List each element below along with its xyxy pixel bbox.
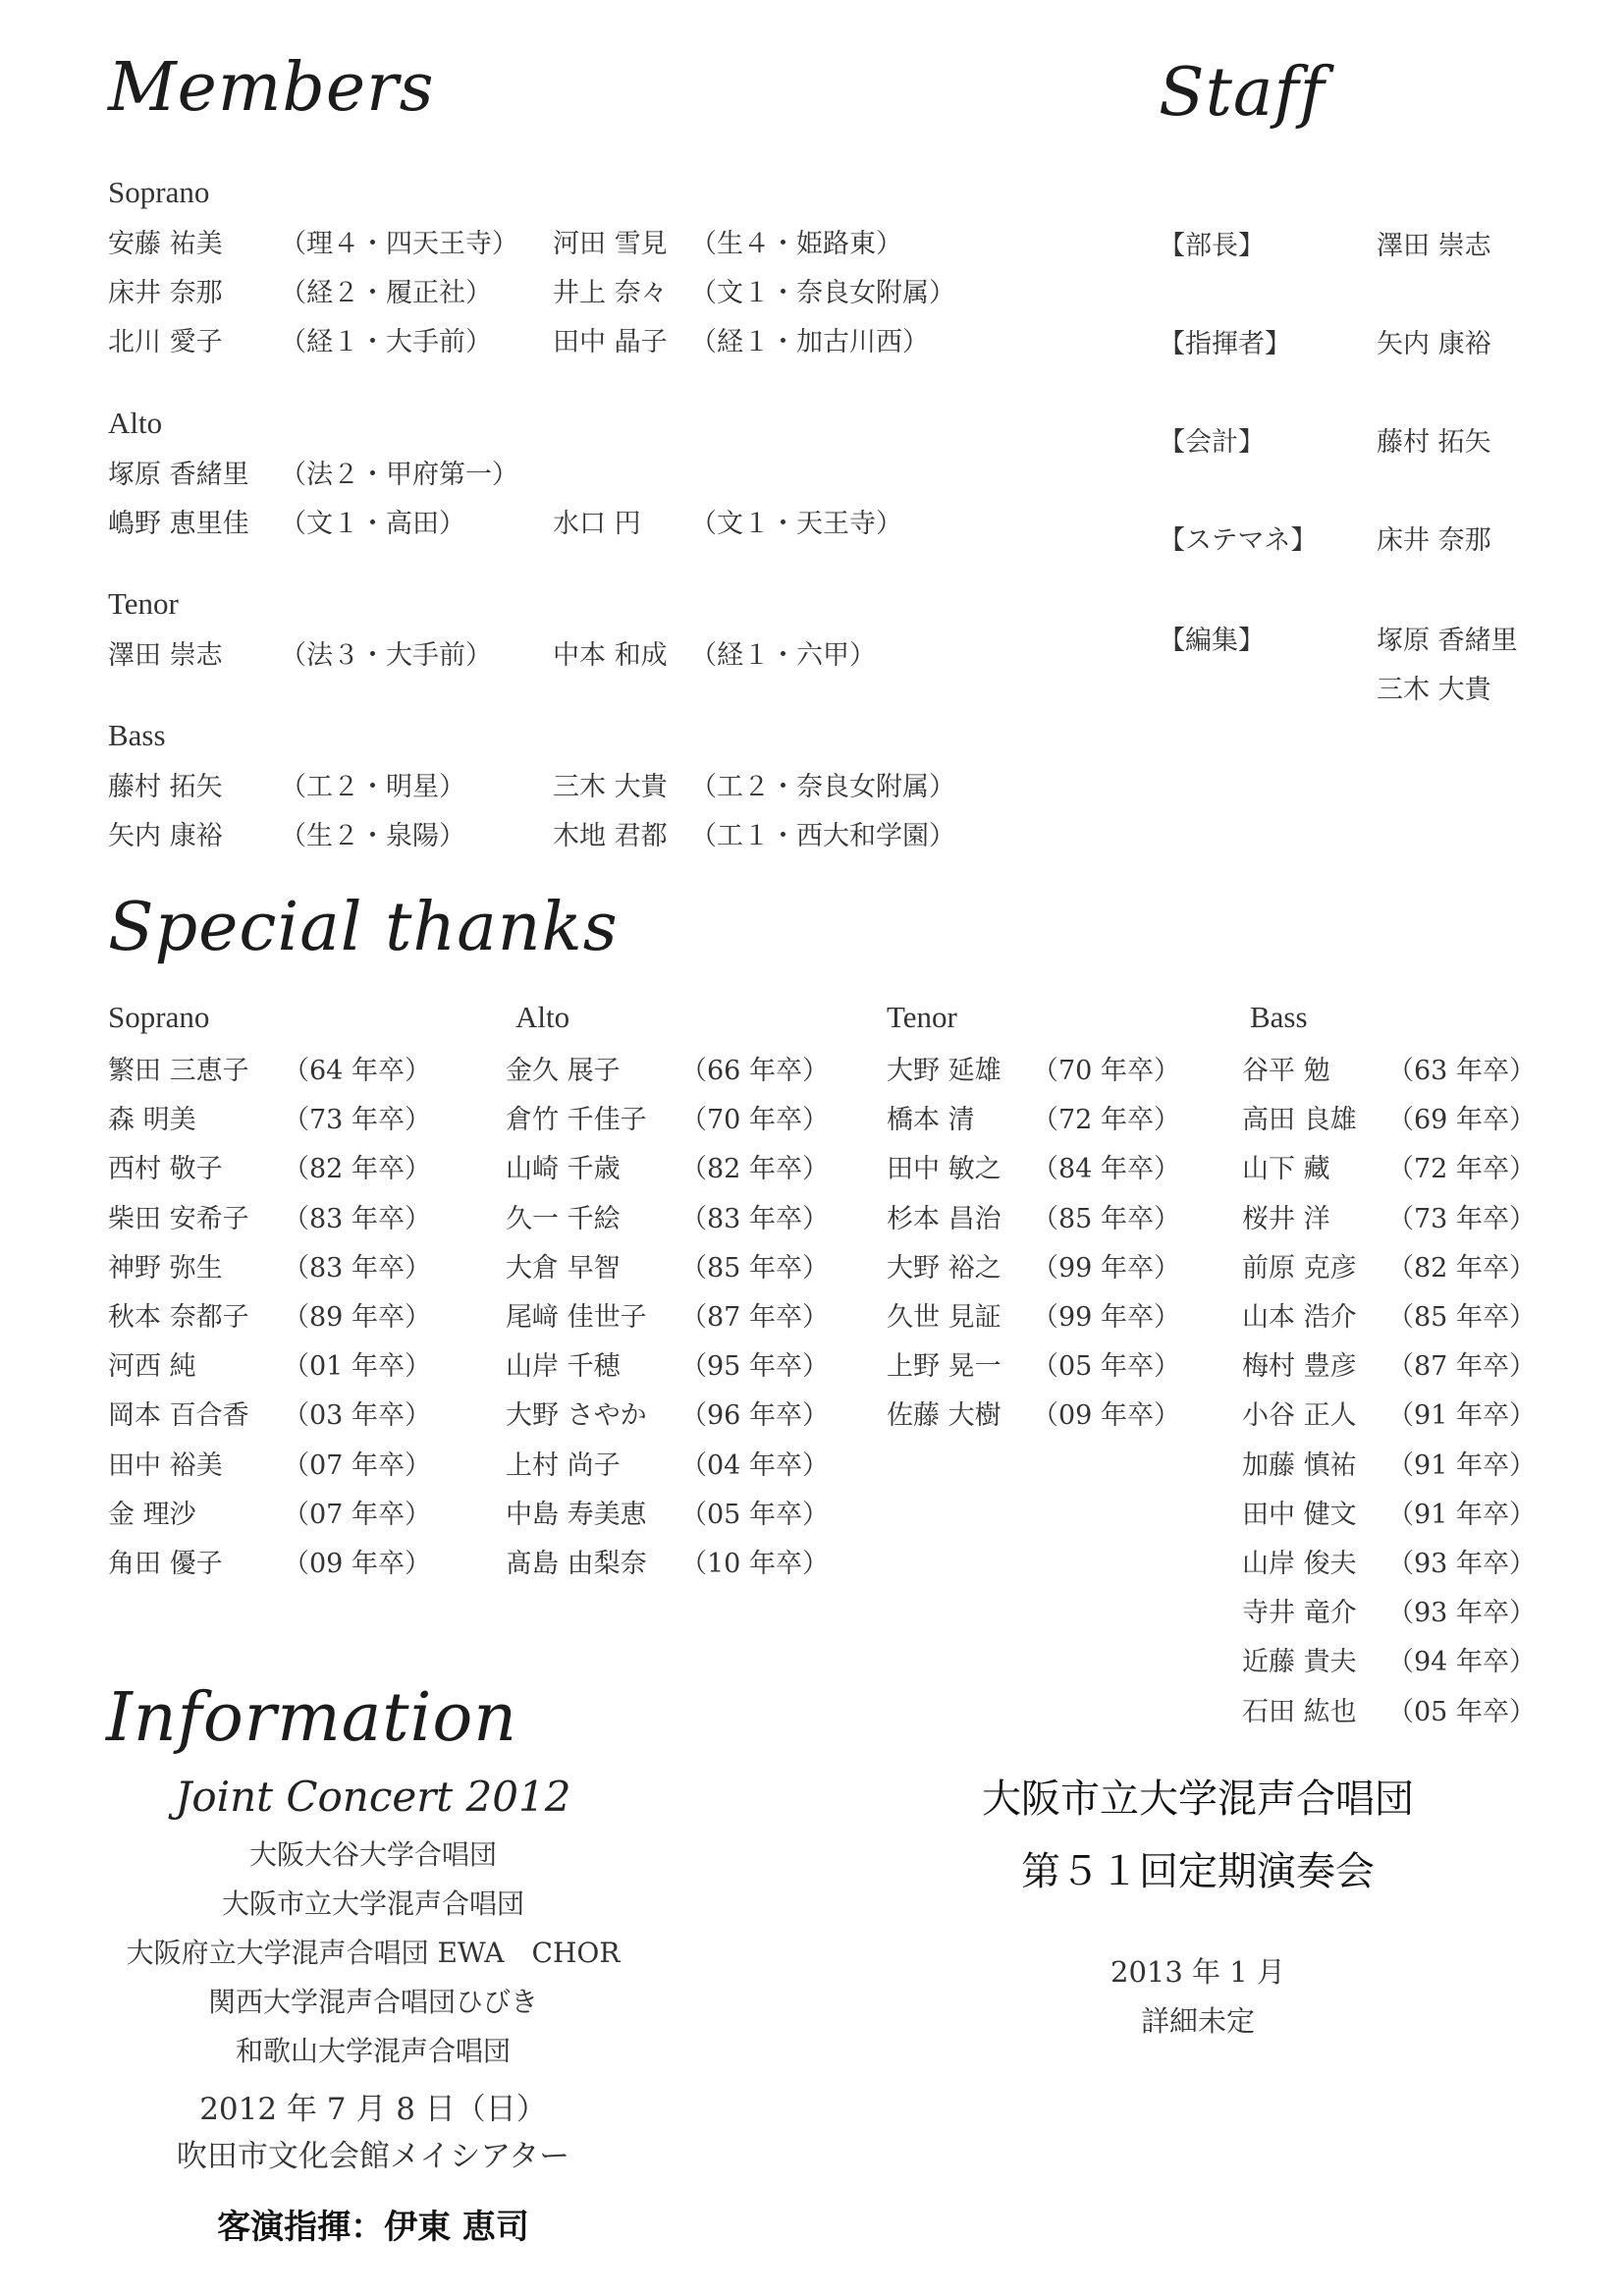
- thanks-name: 角田 優子: [108, 1549, 223, 1579]
- thanks-entry: [506, 1197, 829, 1235]
- thanks-name: 山下 藏: [1242, 1154, 1330, 1185]
- member-affiliation: （工２・奈良女附属）: [690, 772, 955, 802]
- thanks-name: 金 理沙: [108, 1499, 196, 1530]
- member-name: 塚原 香緒里: [108, 460, 249, 490]
- thanks-entry: [506, 1098, 829, 1136]
- thanks-year: （85 年卒）: [1387, 1302, 1536, 1333]
- joint-concert-block: [98, 1773, 648, 2248]
- staff-name: 藤村 拓矢: [1377, 427, 1491, 458]
- thanks-entry: [1242, 1542, 1536, 1580]
- member-name: 三木 大貴: [553, 772, 668, 802]
- thanks-year: （05 年卒）: [680, 1499, 829, 1530]
- thanks-year: （70 年卒）: [680, 1105, 829, 1136]
- thanks-year: （96 年卒）: [680, 1400, 829, 1432]
- voice-part-label: Bass: [108, 718, 166, 752]
- thanks-year: （66 年卒）: [680, 1056, 829, 1086]
- thanks-entry: [1242, 1394, 1536, 1432]
- regular-concert-block: [913, 1768, 1483, 2046]
- thanks-name: 高田 良雄: [1242, 1105, 1357, 1136]
- member-affiliation: （文１・奈良女附属）: [690, 278, 955, 308]
- thanks-name: 前原 克彦: [1242, 1252, 1357, 1284]
- member-affiliation: （経１・六甲）: [690, 640, 876, 671]
- joint-concert-title: Joint Concert 2012: [175, 1773, 571, 1821]
- member-affiliation: （文１・高田）: [280, 509, 465, 539]
- staff-role: 【編集】: [1159, 626, 1265, 656]
- thanks-entry: [1242, 1444, 1536, 1482]
- thanks-entry: [1242, 1591, 1536, 1629]
- staff-role: 【ステマネ】: [1159, 525, 1318, 556]
- thanks-voice-label: Soprano: [108, 1000, 210, 1034]
- thanks-year: （93 年卒）: [1387, 1549, 1536, 1579]
- thanks-entry: [108, 1542, 431, 1580]
- thanks-name: 岡本 百合香: [108, 1400, 249, 1432]
- thanks-entry: [1242, 1295, 1536, 1334]
- member-name: 田中 晶子: [553, 327, 668, 357]
- joint-choir-name: 大阪府立大学混声合唱団 EWA CHOR: [126, 1937, 621, 1969]
- thanks-name: 大野 延雄: [887, 1056, 1001, 1086]
- thanks-entry: [1242, 1640, 1536, 1678]
- thanks-year: （73 年卒）: [1387, 1203, 1536, 1234]
- thanks-name: 大野 さやか: [506, 1400, 647, 1432]
- thanks-name: 佐藤 大樹: [887, 1400, 1001, 1432]
- voice-part-label: Tenor: [108, 586, 179, 621]
- member-affiliation: （工１・西大和学園）: [690, 821, 955, 851]
- thanks-name: 橋本 清: [887, 1105, 975, 1136]
- thanks-entry: [108, 1049, 431, 1087]
- thanks-year: （64 年卒）: [283, 1056, 431, 1086]
- thanks-name: 大倉 早智: [506, 1252, 621, 1284]
- thanks-name: 田中 健文: [1242, 1499, 1357, 1530]
- information-heading: Information: [106, 1679, 518, 1757]
- thanks-year: （83 年卒）: [283, 1252, 431, 1284]
- thanks-name: 久世 見証: [887, 1302, 1001, 1333]
- thanks-year: （89 年卒）: [283, 1302, 431, 1333]
- thanks-voice-label: Bass: [1250, 1000, 1308, 1034]
- thanks-year: （93 年卒）: [1387, 1598, 1536, 1629]
- member-name: 嶋野 恵里佳: [108, 509, 249, 539]
- thanks-year: （95 年卒）: [680, 1351, 829, 1383]
- member-name: 水口 円: [553, 509, 641, 539]
- thanks-name: 森 明美: [108, 1105, 196, 1136]
- thanks-year: （82 年卒）: [283, 1154, 431, 1185]
- thanks-name: 柴田 安希子: [108, 1203, 249, 1234]
- thanks-entry: [506, 1444, 829, 1482]
- thanks-entry: [108, 1444, 431, 1482]
- thanks-year: （09 年卒）: [283, 1549, 431, 1579]
- thanks-name: 倉竹 千佳子: [506, 1105, 647, 1136]
- thanks-entry: [506, 1147, 829, 1185]
- member-affiliation: （経２・履正社）: [280, 278, 492, 308]
- thanks-year: （99 年卒）: [1032, 1252, 1180, 1284]
- thanks-year: （05 年卒）: [1032, 1351, 1180, 1383]
- thanks-name: 加藤 慎祐: [1242, 1449, 1357, 1481]
- thanks-name: 石田 紘也: [1242, 1696, 1357, 1727]
- thanks-entry: [1242, 1690, 1536, 1728]
- joint-choir-name: 関西大学混声合唱団ひびき: [207, 1986, 538, 2018]
- thanks-name: 田中 敏之: [887, 1154, 1001, 1185]
- thanks-name: 神野 弥生: [108, 1252, 223, 1284]
- member-name: 安藤 祐美: [108, 229, 223, 259]
- thanks-year: （01 年卒）: [283, 1351, 431, 1383]
- thanks-name: 上野 晃一: [887, 1351, 1001, 1383]
- thanks-name: 谷平 勉: [1242, 1056, 1330, 1086]
- special-thanks-heading: Special thanks: [108, 889, 619, 966]
- thanks-entry: [1242, 1246, 1536, 1285]
- member-affiliation: （経１・加古川西）: [690, 327, 929, 357]
- thanks-entry: [506, 1542, 829, 1580]
- thanks-year: （91 年卒）: [1387, 1400, 1536, 1432]
- thanks-name: 髙島 由梨奈: [506, 1549, 647, 1579]
- thanks-entry: [506, 1394, 829, 1432]
- voice-part-label: Alto: [108, 406, 163, 440]
- thanks-name: 杉本 昌治: [887, 1203, 1001, 1234]
- thanks-year: （82 年卒）: [680, 1154, 829, 1185]
- staff-heading: Staff: [1159, 54, 1326, 132]
- thanks-name: 金久 展子: [506, 1056, 621, 1086]
- thanks-year: （99 年卒）: [1032, 1302, 1180, 1333]
- thanks-year: （83 年卒）: [283, 1203, 431, 1234]
- joint-choir-name: 和歌山大学混声合唱団: [235, 2035, 511, 2067]
- thanks-year: （72 年卒）: [1387, 1154, 1536, 1185]
- member-name: 中本 和成: [553, 640, 668, 671]
- thanks-entry: [887, 1098, 1180, 1136]
- thanks-entry: [887, 1344, 1180, 1383]
- thanks-entry: [108, 1493, 431, 1531]
- thanks-year: （84 年卒）: [1032, 1154, 1180, 1185]
- thanks-name: 繁田 三恵子: [108, 1056, 249, 1086]
- thanks-year: （70 年卒）: [1032, 1056, 1180, 1086]
- thanks-name: 山岸 千穂: [506, 1351, 621, 1383]
- member-affiliation: （法３・大手前）: [280, 640, 492, 671]
- staff-name: 矢内 康裕: [1377, 329, 1491, 359]
- thanks-name: 山崎 千歳: [506, 1154, 621, 1185]
- thanks-year: （91 年卒）: [1387, 1449, 1536, 1481]
- staff-role: 【指揮者】: [1159, 329, 1291, 359]
- joint-concert-conductor: 客演指揮：伊東 恵司: [217, 2208, 529, 2247]
- thanks-entry: [108, 1394, 431, 1432]
- thanks-name: 桜井 洋: [1242, 1203, 1330, 1234]
- joint-concert-date: 2012 年 7 月 8 日（日）: [199, 2092, 547, 2127]
- member-affiliation: （法２・甲府第一）: [280, 460, 518, 490]
- staff-name: 三木 大貴: [1377, 675, 1491, 705]
- thanks-year: （07 年卒）: [283, 1499, 431, 1530]
- regular-concert-date: 2013 年 1 月: [1110, 1955, 1285, 1989]
- joint-choir-list: [98, 1831, 648, 2076]
- member-name: 河田 雪見: [553, 229, 668, 259]
- thanks-year: （03 年卒）: [283, 1400, 431, 1432]
- member-name: 木地 君都: [553, 821, 668, 851]
- member-name: 澤田 崇志: [108, 640, 223, 671]
- thanks-name: 中島 寿美恵: [506, 1499, 647, 1530]
- member-name: 藤村 拓矢: [108, 772, 223, 802]
- member-affiliation: （経１・大手前）: [280, 327, 492, 357]
- staff-name: 床井 奈那: [1377, 525, 1491, 556]
- staff-name: 澤田 崇志: [1377, 231, 1491, 261]
- thanks-year: （05 年卒）: [1387, 1696, 1536, 1727]
- member-name: 床井 奈那: [108, 278, 223, 308]
- thanks-year: （73 年卒）: [283, 1105, 431, 1136]
- thanks-name: 寺井 竜介: [1242, 1598, 1357, 1629]
- thanks-entry: [1242, 1493, 1536, 1531]
- thanks-name: 大野 裕之: [887, 1252, 1001, 1284]
- thanks-voice-label: Tenor: [887, 1000, 957, 1034]
- members-heading: Members: [108, 49, 435, 127]
- thanks-year: （72 年卒）: [1032, 1105, 1180, 1136]
- thanks-entry: [1242, 1049, 1536, 1087]
- thanks-entry: [506, 1344, 829, 1383]
- thanks-year: （87 年卒）: [1387, 1351, 1536, 1383]
- member-name: 矢内 康裕: [108, 821, 223, 851]
- member-affiliation: （理４・四天王寺）: [280, 229, 518, 259]
- thanks-entry: [506, 1049, 829, 1087]
- thanks-entry: [108, 1344, 431, 1383]
- thanks-year: （10 年卒）: [680, 1549, 829, 1579]
- thanks-year: （94 年卒）: [1387, 1647, 1536, 1678]
- thanks-name: 西村 敬子: [108, 1154, 223, 1185]
- joint-concert-venue: 吹田市文化会館メイシアター: [176, 2139, 570, 2174]
- thanks-year: （04 年卒）: [680, 1449, 829, 1481]
- joint-choir-name: 大阪市立大学混声合唱団: [221, 1887, 524, 1920]
- thanks-name: 河西 純: [108, 1351, 196, 1383]
- thanks-year: （82 年卒）: [1387, 1252, 1536, 1284]
- thanks-entry: [108, 1246, 431, 1285]
- regular-concert-note: 詳細未定: [1140, 2004, 1255, 2038]
- thanks-name: 山本 浩介: [1242, 1302, 1357, 1333]
- staff-role: 【会計】: [1159, 427, 1265, 458]
- thanks-entry: [887, 1295, 1180, 1334]
- thanks-entry: [108, 1098, 431, 1136]
- staff-role: 【部長】: [1159, 231, 1265, 261]
- member-affiliation: （文１・天王寺）: [690, 509, 902, 539]
- thanks-voice-label: Alto: [515, 1000, 570, 1034]
- thanks-name: 小谷 正人: [1242, 1400, 1357, 1432]
- voice-part-label: Soprano: [108, 175, 210, 209]
- thanks-entry: [108, 1147, 431, 1185]
- thanks-name: 近藤 貴夫: [1242, 1647, 1357, 1678]
- member-affiliation: （生２・泉陽）: [280, 821, 465, 851]
- member-affiliation: （生４・姫路東）: [690, 229, 902, 259]
- member-name: 北川 愛子: [108, 327, 223, 357]
- thanks-year: （09 年卒）: [1032, 1400, 1180, 1432]
- thanks-name: 山岸 俊夫: [1242, 1549, 1357, 1579]
- thanks-entry: [887, 1147, 1180, 1185]
- regular-concert-org: 大阪市立大学混声合唱団: [982, 1777, 1414, 1822]
- thanks-year: （85 年卒）: [1032, 1203, 1180, 1234]
- thanks-entry: [1242, 1344, 1536, 1383]
- thanks-entry: [1242, 1147, 1536, 1185]
- thanks-year: （63 年卒）: [1387, 1056, 1536, 1086]
- thanks-name: 秋本 奈都子: [108, 1302, 249, 1333]
- thanks-name: 久一 千絵: [506, 1203, 621, 1234]
- thanks-entry: [1242, 1197, 1536, 1235]
- thanks-entry: [887, 1049, 1180, 1087]
- thanks-year: （83 年卒）: [680, 1203, 829, 1234]
- thanks-name: 上村 尚子: [506, 1449, 621, 1481]
- thanks-entry: [506, 1246, 829, 1285]
- thanks-year: （91 年卒）: [1387, 1499, 1536, 1530]
- thanks-entry: [108, 1197, 431, 1235]
- thanks-name: 梅村 豊彦: [1242, 1351, 1357, 1383]
- thanks-name: 尾﨑 佳世子: [506, 1302, 647, 1333]
- thanks-year: （07 年卒）: [283, 1449, 431, 1481]
- staff-name: 塚原 香緒里: [1377, 626, 1518, 656]
- joint-choir-name: 大阪大谷大学合唱団: [248, 1838, 497, 1871]
- thanks-entry: [108, 1295, 431, 1334]
- thanks-entry: [506, 1295, 829, 1334]
- member-name: 井上 奈々: [553, 278, 668, 308]
- thanks-name: 田中 裕美: [108, 1449, 223, 1481]
- thanks-entry: [887, 1394, 1180, 1432]
- thanks-entry: [887, 1246, 1180, 1285]
- thanks-entry: [506, 1493, 829, 1531]
- thanks-year: （85 年卒）: [680, 1252, 829, 1284]
- thanks-year: （87 年卒）: [680, 1302, 829, 1333]
- thanks-entry: [1242, 1098, 1536, 1136]
- thanks-year: （69 年卒）: [1387, 1105, 1536, 1136]
- member-affiliation: （工２・明星）: [280, 772, 465, 802]
- regular-concert-title: 第５１回定期演奏会: [1021, 1849, 1375, 1894]
- thanks-entry: [887, 1197, 1180, 1235]
